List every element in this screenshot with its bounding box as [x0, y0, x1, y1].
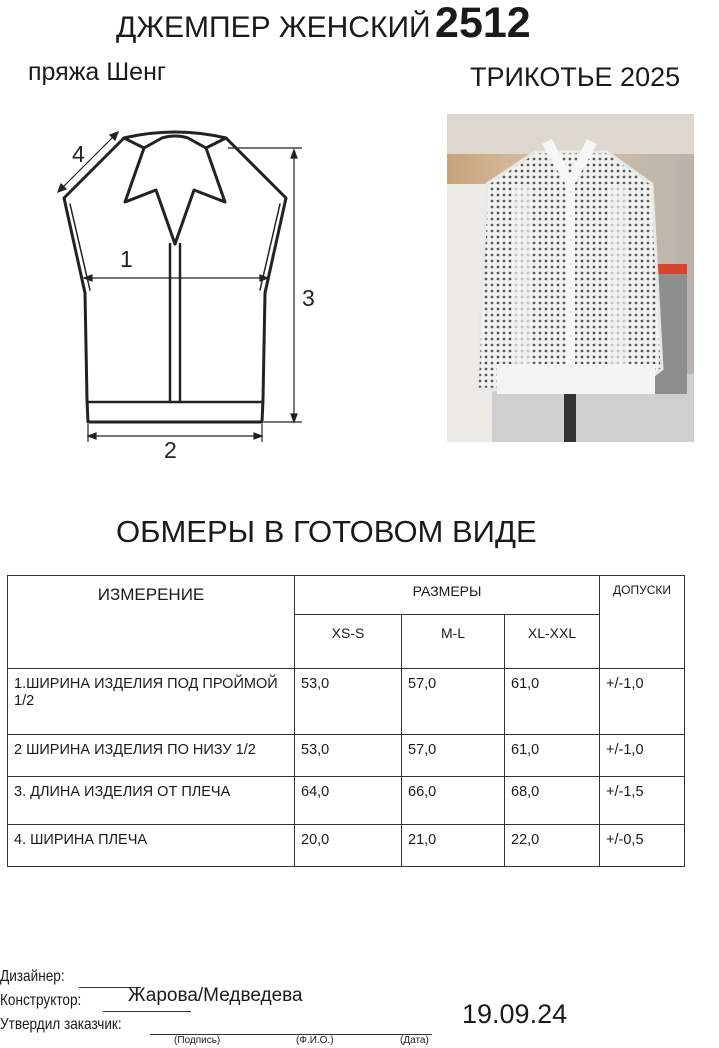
size-header: XS-S [295, 615, 402, 669]
measure-value: 53,0 [295, 735, 402, 777]
measure-value: 20,0 [295, 825, 402, 867]
measure-value: 53,0 [295, 669, 402, 735]
approval-date: 19.09.24 [462, 999, 568, 1029]
approved-label: Утвердил заказчик: [0, 1016, 122, 1033]
dim-label-2: 2 [164, 437, 177, 463]
size-header: M-L [402, 615, 505, 669]
measure-name: 4. ШИРИНА ПЛЕЧА [8, 825, 295, 867]
table-row [8, 735, 685, 777]
measure-name: 1.ШИРИНА ИЗДЕЛИЯ ПОД ПРОЙМОЙ 1/2 [8, 669, 295, 735]
measure-value: 66,0 [402, 777, 505, 825]
col-header-sizes: РАЗМЕРЫ [295, 576, 600, 615]
table-row [8, 825, 685, 867]
measure-tolerance: +/-1,5 [600, 777, 685, 825]
measure-value: 61,0 [505, 669, 600, 735]
measure-value: 21,0 [402, 825, 505, 867]
dim-label-1: 1 [120, 246, 133, 272]
designer-label: Дизайнер: [0, 968, 65, 985]
dim-label-4: 4 [72, 141, 85, 167]
section-title: ОБМЕРЫ В ГОТОВОМ ВИДЕ [116, 514, 537, 549]
caption-date: (Дата) [400, 1035, 429, 1046]
garment-sketch [40, 120, 320, 470]
document-title [116, 2, 531, 45]
measure-tolerance: +/-0,5 [600, 825, 685, 867]
measure-value: 57,0 [402, 735, 505, 777]
measure-value: 64,0 [295, 777, 402, 825]
measure-name: 3. ДЛИНА ИЗДЕЛИЯ ОТ ПЛЕЧА [8, 777, 295, 825]
table-row [8, 669, 685, 735]
col-header-tolerance: ДОПУСКИ [600, 576, 685, 669]
size-header: XL-XXL [505, 615, 600, 669]
col-header-measure: ИЗМЕРЕНИЕ [8, 576, 295, 669]
measure-value: 22,0 [505, 825, 600, 867]
yarn-label: пряжа Шенг [28, 58, 167, 86]
measure-value: 61,0 [505, 735, 600, 777]
article-number: 2512 [435, 0, 531, 47]
measure-tolerance: +/-1,0 [600, 735, 685, 777]
constructor-signature-line [103, 1011, 191, 1012]
constructor-label: Конструктор: [0, 992, 82, 1009]
measurements-table [7, 575, 685, 867]
season-label: ТРИКОТЬЕ 2025 [470, 62, 681, 92]
caption-name: (Ф.И.О.) [296, 1035, 334, 1046]
measure-value: 68,0 [505, 777, 600, 825]
product-photo [447, 114, 694, 442]
table-row [8, 777, 685, 825]
measure-name: 2 ШИРИНА ИЗДЕЛИЯ ПО НИЗУ 1/2 [8, 735, 295, 777]
measure-tolerance: +/-1,0 [600, 669, 685, 735]
title-text: ДЖЕМПЕР ЖЕНСКИЙ [116, 11, 431, 44]
caption-signature: (Подпись) [174, 1035, 221, 1046]
dim-label-3: 3 [302, 285, 315, 311]
constructor-names: Жарова/Медведева [128, 985, 303, 1006]
measure-value: 57,0 [402, 669, 505, 735]
